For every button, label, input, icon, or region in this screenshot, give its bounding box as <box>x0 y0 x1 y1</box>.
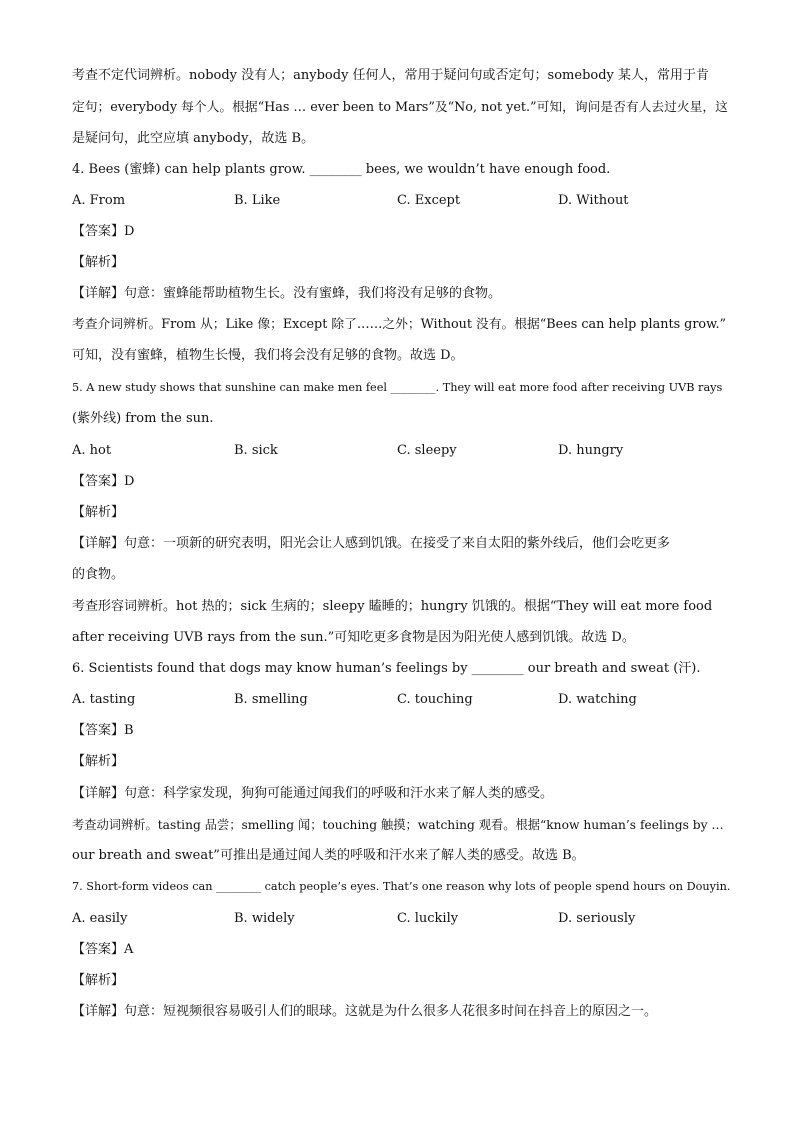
text-line: 是疑问句，此空应填 anybody，故选 B。 <box>72 131 315 146</box>
option-d: D. seriously <box>558 911 636 926</box>
text-line: 定句；everybody 每个人。根据“Has … ever been to Mars”及“No, not yet.”可知，询问是否有人去过火星，这 <box>72 100 728 115</box>
detail-explanation: 【详解】句意：短视频很容易吸引人们的眼球。这就是为什么很多人花很多时间在抖音上的原因之一。 <box>72 1004 658 1019</box>
option-c: C. luckily <box>397 911 459 926</box>
option-c: C. Except <box>397 193 461 208</box>
option-c: C. touching <box>397 692 473 707</box>
option-b: B. widely <box>234 911 295 926</box>
question-4-options <box>72 191 732 211</box>
text-line: 考查介词辨析。From 从；Like 像；Except 除了……之外；Without 没有。根据“Bees can help plants grow.” <box>72 317 727 332</box>
text-line: 可知，没有蜜蜂，植物生长慢，我们将会没有足够的食物。故选 D。 <box>72 348 464 363</box>
answer-label: 【答案】D <box>72 474 135 489</box>
answer-label: 【答案】D <box>72 224 135 239</box>
detail-explanation: 【详解】句意：科学家发现，狗狗可能通过闻我们的呼吸和汗水来了解人类的感受。 <box>72 786 554 801</box>
option-d: D. Without <box>558 193 629 208</box>
analysis-label: 【解析】 <box>72 255 125 270</box>
question-4: 4. Bees (蜜蜂) can help plants grow. ________ bees, we wouldn’t have enough food. <box>72 162 611 177</box>
text-line: 考查形容词辨析。hot 热的；sick 生病的；sleepy 瞌睡的；hungry 饥饿的。根据“They will eat more food <box>72 599 713 614</box>
detail-explanation: 【详解】句意：蜜蜂能帮助植物生长。没有蜜蜂，我们将没有足够的食物。 <box>72 286 502 301</box>
detail-explanation: 【详解】句意：一项新的研究表明，阳光会让人感到饥饿。在接受了来自太阳的紫外线后，他们会吃更多 <box>72 536 671 551</box>
question-5: 5. A new study shows that sunshine can make men feel ________. They will eat more food after receiving UVB rays <box>72 381 723 394</box>
question-7-options <box>72 909 732 929</box>
option-a: A. From <box>72 193 126 208</box>
option-a: A. easily <box>72 911 128 926</box>
text-line: after receiving UVB rays from the sun.”可知吃更多食物是因为阳光使人感到饥饿。故选 D。 <box>72 630 635 645</box>
answer-label: 【答案】B <box>72 723 134 738</box>
question-7: 7. Short-form videos can ________ catch people’s eyes. That’s one reason why lots of people spend hours on Douyin. <box>72 880 731 893</box>
text-line: 考查不定代词辨析。nobody 没有人；anybody 任何人，常用于疑问句或否定句；somebody 某人，常用于肯 <box>72 68 710 83</box>
text-line: 考查动词辨析。tasting 品尝；smelling 闻；touching 触摸；watching 观看。根据“know human’s feelings by … <box>72 818 724 832</box>
analysis-label: 【解析】 <box>72 973 125 988</box>
question-6: 6. Scientists found that dogs may know human’s feelings by ________ our breath and sweat (汗). <box>72 661 701 676</box>
analysis-label: 【解析】 <box>72 754 125 769</box>
text-line: our breath and sweat”可推出是通过闻人类的呼吸和汗水来了解人类的感受。故选 B。 <box>72 848 585 863</box>
option-b: B. Like <box>234 193 281 208</box>
option-d: D. watching <box>558 692 637 707</box>
option-a: A. tasting <box>72 692 136 707</box>
question-6-options <box>72 690 732 710</box>
text-line: 的食物。 <box>72 567 125 582</box>
answer-label: 【答案】A <box>72 942 134 957</box>
option-b: B. smelling <box>234 692 308 707</box>
option-b: B. sick <box>234 443 278 458</box>
question-5-options <box>72 441 732 461</box>
analysis-label: 【解析】 <box>72 505 125 520</box>
option-d: D. hungry <box>558 443 624 458</box>
question-5-cont: (紫外线) from the sun. <box>72 411 214 426</box>
option-c: C. sleepy <box>397 443 457 458</box>
option-a: A. hot <box>72 443 112 458</box>
